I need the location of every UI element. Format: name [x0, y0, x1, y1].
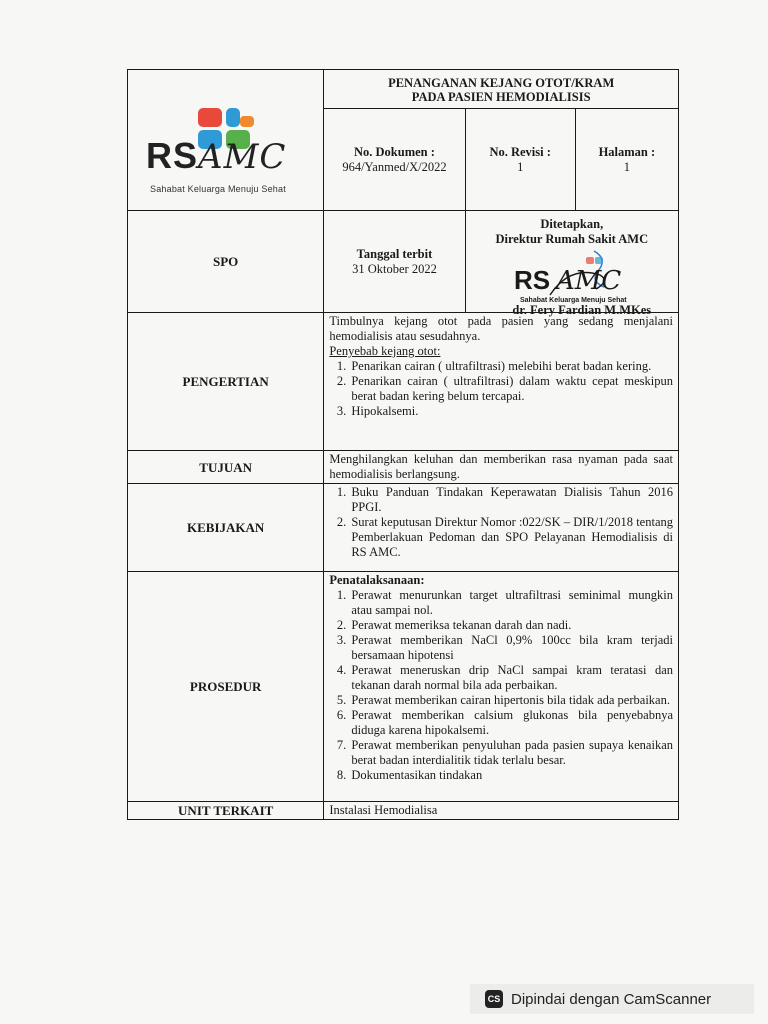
list-item: 3. Perawat memberikan NaCl 0,9% 100cc bila kram terjadi bersamaan hipotensi	[349, 633, 673, 663]
svg-text:RS: RS	[513, 265, 550, 295]
revision-cell: No. Revisi : 1	[465, 109, 575, 211]
list-item: 2. Perawat memeriksa tekanan darah dan nadi.	[349, 618, 673, 633]
prosedur-content: Penatalaksanaan: 1. Perawat menurunkan target ultrafiltrasi seminimal mungkin atau sampai nol. 2. Perawat memeriksa tekanan darah dan nadi. 3. Perawat memberikan NaCl 0,9% 100cc bila kram terjadi bersamaan hipotensi 4. Perawat meneruskan drip NaCl sampai kram teratasi dan tekanan darah normal bila ada perbaikan. 5. Perawat memberikan cairan hipertonis bila tidak ada perbaikan. 6. Perawat memberikan calsium glukonas bila penyebabnya diduga karena hipokalsemi. 7. Perawat memberikan penyuluhan pada pasien supaya kenaikan berat badan interdialitik tidak terlalu besar. 8. Dokumentasikan tindakan	[324, 572, 679, 802]
list-item: 2. Surat keputusan Direktur Nomor :022/SK – DIR/1/2018 tentang Pemberlakuan Pedoman dan SPO Pelayanan Hemodialisis di RS AMC.	[349, 515, 673, 560]
cause-list	[329, 359, 673, 419]
camscanner-icon: CS	[485, 990, 503, 1008]
camscanner-watermark	[470, 984, 754, 1014]
spo-document-table	[127, 69, 679, 820]
tujuan-content: Menghilangkan keluhan dan memberikan rasa nyaman pada saat hemodialisis berlangsung.	[324, 451, 679, 484]
procedure-steps	[329, 588, 673, 783]
list-item: 7. Perawat memberikan penyuluhan pada pasien supaya kenaikan berat badan interdialitik tidak terlalu besar.	[349, 738, 673, 768]
list-item: 1. Buku Panduan Tindakan Keperawatan Dialisis Tahun 2016 PPGI.	[349, 485, 673, 515]
pengertian-label: PENGERTIAN	[128, 313, 324, 451]
pengertian-content: Timbulnya kejang otot pada pasien yang sedang menjalani hemodialisis atau sesudahnya. Penyebab kejang otot: 1. Penarikan cairan ( ultrafiltrasi) melebihi berat badan kering. 2. Penarikan cairan ( ultrafiltrasi) dalam waktu cepat meskipun berat badan kering belum tercapai. 3. Hipokalsemi.	[324, 313, 679, 451]
svg-text:Sahabat Keluarga Menuju Sehat: Sahabat Keluarga Menuju Sehat	[519, 297, 627, 304]
page-number-cell: Halaman : 1	[575, 109, 678, 211]
list-item: 1. Perawat menurunkan target ultrafiltrasi seminimal mungkin atau sampai nol.	[349, 588, 673, 618]
director-name: dr. Fery Fardian M.MKes	[512, 303, 652, 317]
svg-text:AMC: AMC	[555, 266, 621, 296]
unit-terkait-content: Instalasi Hemodialisa	[324, 802, 679, 820]
approval-cell: Ditetapkan, Direktur Rumah Sakit AMC RS AMC Sahabat Keluarga Menuju Sehat dr. Fery Fardian M.MKes	[465, 211, 678, 313]
kebijakan-label: KEBIJAKAN	[128, 484, 324, 572]
prosedur-label: PROSEDUR	[128, 572, 324, 802]
issue-date-cell: Tanggal terbit 31 Oktober 2022	[324, 211, 465, 313]
document-number-cell: No. Dokumen : 964/Yanmed/X/2022	[324, 109, 465, 211]
kebijakan-content	[324, 484, 679, 572]
hospital-stamp-icon	[506, 249, 646, 307]
list-item: 3. Hipokalsemi.	[349, 404, 673, 419]
logo-tagline: Sahabat Keluarga Menuju Sehat	[150, 184, 286, 194]
list-item: 4. Perawat meneruskan drip NaCl sampai kram teratasi dan tekanan darah normal bila ada perbaikan.	[349, 663, 673, 693]
tujuan-label: TUJUAN	[128, 451, 324, 484]
list-item: 8. Dokumentasikan tindakan	[349, 768, 673, 783]
policy-list	[329, 485, 673, 560]
document-title: PENANGANAN KEJANG OTOT/KRAM PADA PASIEN HEMODIALISIS	[324, 70, 679, 109]
logo-wordmark: RSAMC	[146, 135, 287, 177]
list-item: 1. Penarikan cairan ( ultrafiltrasi) melebihi berat badan kering.	[349, 359, 673, 374]
spo-label: SPO	[128, 211, 324, 313]
unit-terkait-label: UNIT TERKAIT	[128, 802, 324, 820]
list-item: 2. Penarikan cairan ( ultrafiltrasi) dalam waktu cepat meskipun berat badan kering belum tercapai.	[349, 374, 673, 404]
logo-cell	[128, 70, 324, 211]
list-item: 6. Perawat memberikan calsium glukonas bila penyebabnya diduga karena hipokalsemi.	[349, 708, 673, 738]
list-item: 5. Perawat memberikan cairan hipertonis bila tidak ada perbaikan.	[349, 693, 673, 708]
camscanner-text: Dipindai dengan CamScanner	[511, 990, 712, 1008]
